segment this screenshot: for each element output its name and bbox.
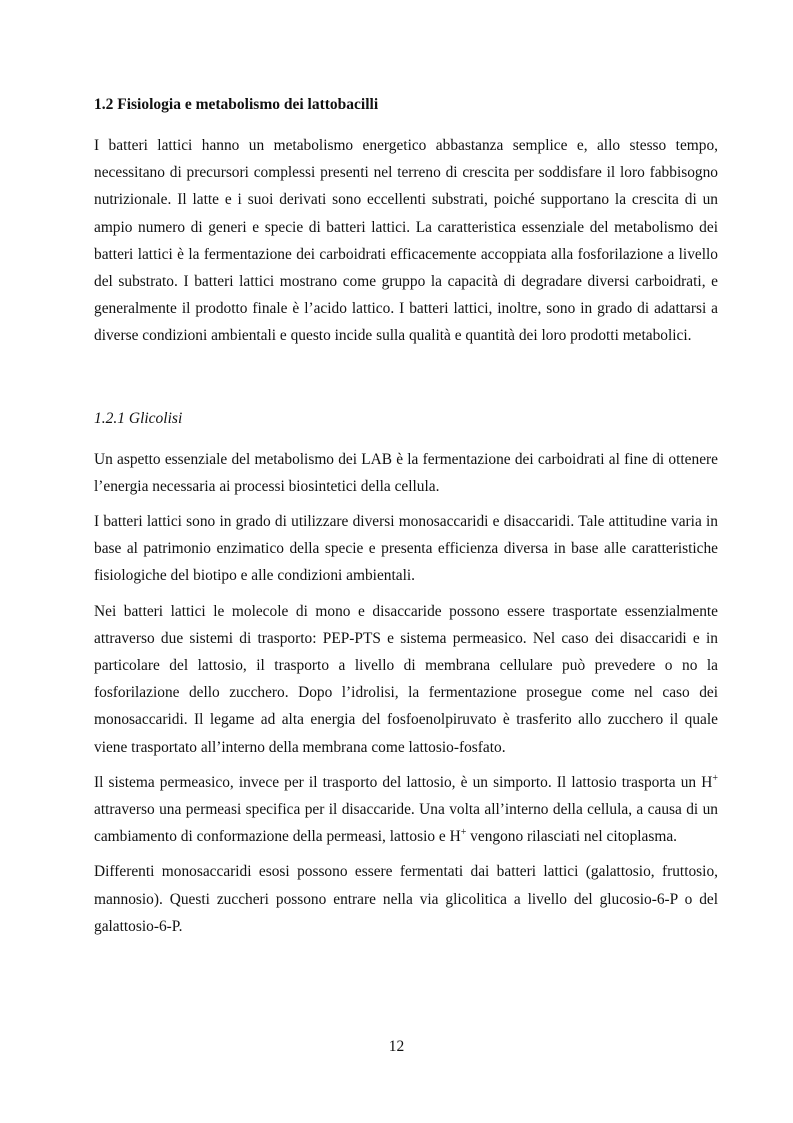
paragraph-2: I batteri lattici sono in grado di utilizzare diversi monosaccaridi e disaccaridi. Tale attitudine varia in base al patrimonio enzimatico della specie e presenta efficienza diversa in base alle caratteristiche fisiologiche del biotipo e alle condizioni ambientali.	[94, 513, 718, 585]
paragraph-4-part-b: attraverso una permeasi specifica per il disaccaride. Una volta all’interno della cellula, a causa di un cambiamento di conformazione della permeasi, lattosio e H	[94, 801, 718, 846]
page-content	[94, 92, 718, 948]
subsection-heading: 1.2.1 Glicolisi	[94, 409, 183, 427]
paragraph-4-part-c: vengono rilasciati nel citoplasma.	[466, 828, 678, 846]
paragraph-4	[94, 769, 718, 851]
section-gap	[94, 358, 718, 406]
superscript-plus-1: +	[712, 772, 718, 784]
page-number: 12	[388, 1038, 405, 1055]
paragraph-1: Un aspetto essenziale del metabolismo dei LAB è la fermentazione dei carboidrati al fine di ottenere l’energia necessaria ai processi biosintetici della cellula.	[94, 450, 718, 495]
section-heading: 1.2 Fisiologia e metabolismo dei lattobacilli	[94, 96, 379, 113]
paragraph-3: Nei batteri lattici le molecole di mono e disaccaride possono essere trasportate essenzialmente attraverso due sistemi di trasporto: PEP-PTS e sistema permeasico. Nel caso dei disaccaridi e in particolare del lattosio, il trasporto a livello di membrana cellulare può prevedere o no la fosforilazione dello zucchero. Dopo l’idrolisi, la fermentazione prosegue come nel caso dei monosaccaridi. Il legame ad alta energia del fosfoenolpiruvato è trasferito allo zucchero il quale viene trasportato all’interno della membrana come lattosio-fosfato.	[94, 602, 718, 756]
intro-paragraph: I batteri lattici hanno un metabolismo energetico abbastanza semplice e, allo stesso tempo, necessitano di precursori complessi presenti nel terreno di crescita per soddisfare il loro fabbisogno nutrizionale. Il latte e i suoi derivati sono eccellenti substrati, poiché supportano la crescita di un ampio numero di generi e specie di batteri lattici. La caratteristica essenziale del metabolismo dei batteri lattici è la fermentazione dei carboidrati efficacemente accoppiata alla fosforilazione a livello del substrato. I batteri lattici mostrano come gruppo la capacità di degradare diversi carboidrati, e generalmente il prodotto finale è l’acido lattico. I batteri lattici, inoltre, sono in grado di adattarsi a diverse condizioni ambientali e questo incide sulla qualità e quantità dei loro prodotti metabolici.	[94, 137, 718, 345]
paragraph-5: Differenti monosaccaridi esosi possono essere fermentati dai batteri lattici (galattosio, fruttosio, mannosio). Questi zuccheri possono entrare nella via glicolitica a livello del glucosio-6-P o del galattosio-6-P.	[94, 863, 718, 935]
superscript-plus-2: +	[460, 827, 467, 839]
paragraph-4-part-a: Il sistema permeasico, invece per il trasporto del lattosio, è un simporto. Il lattosio trasporta un H	[94, 773, 713, 791]
